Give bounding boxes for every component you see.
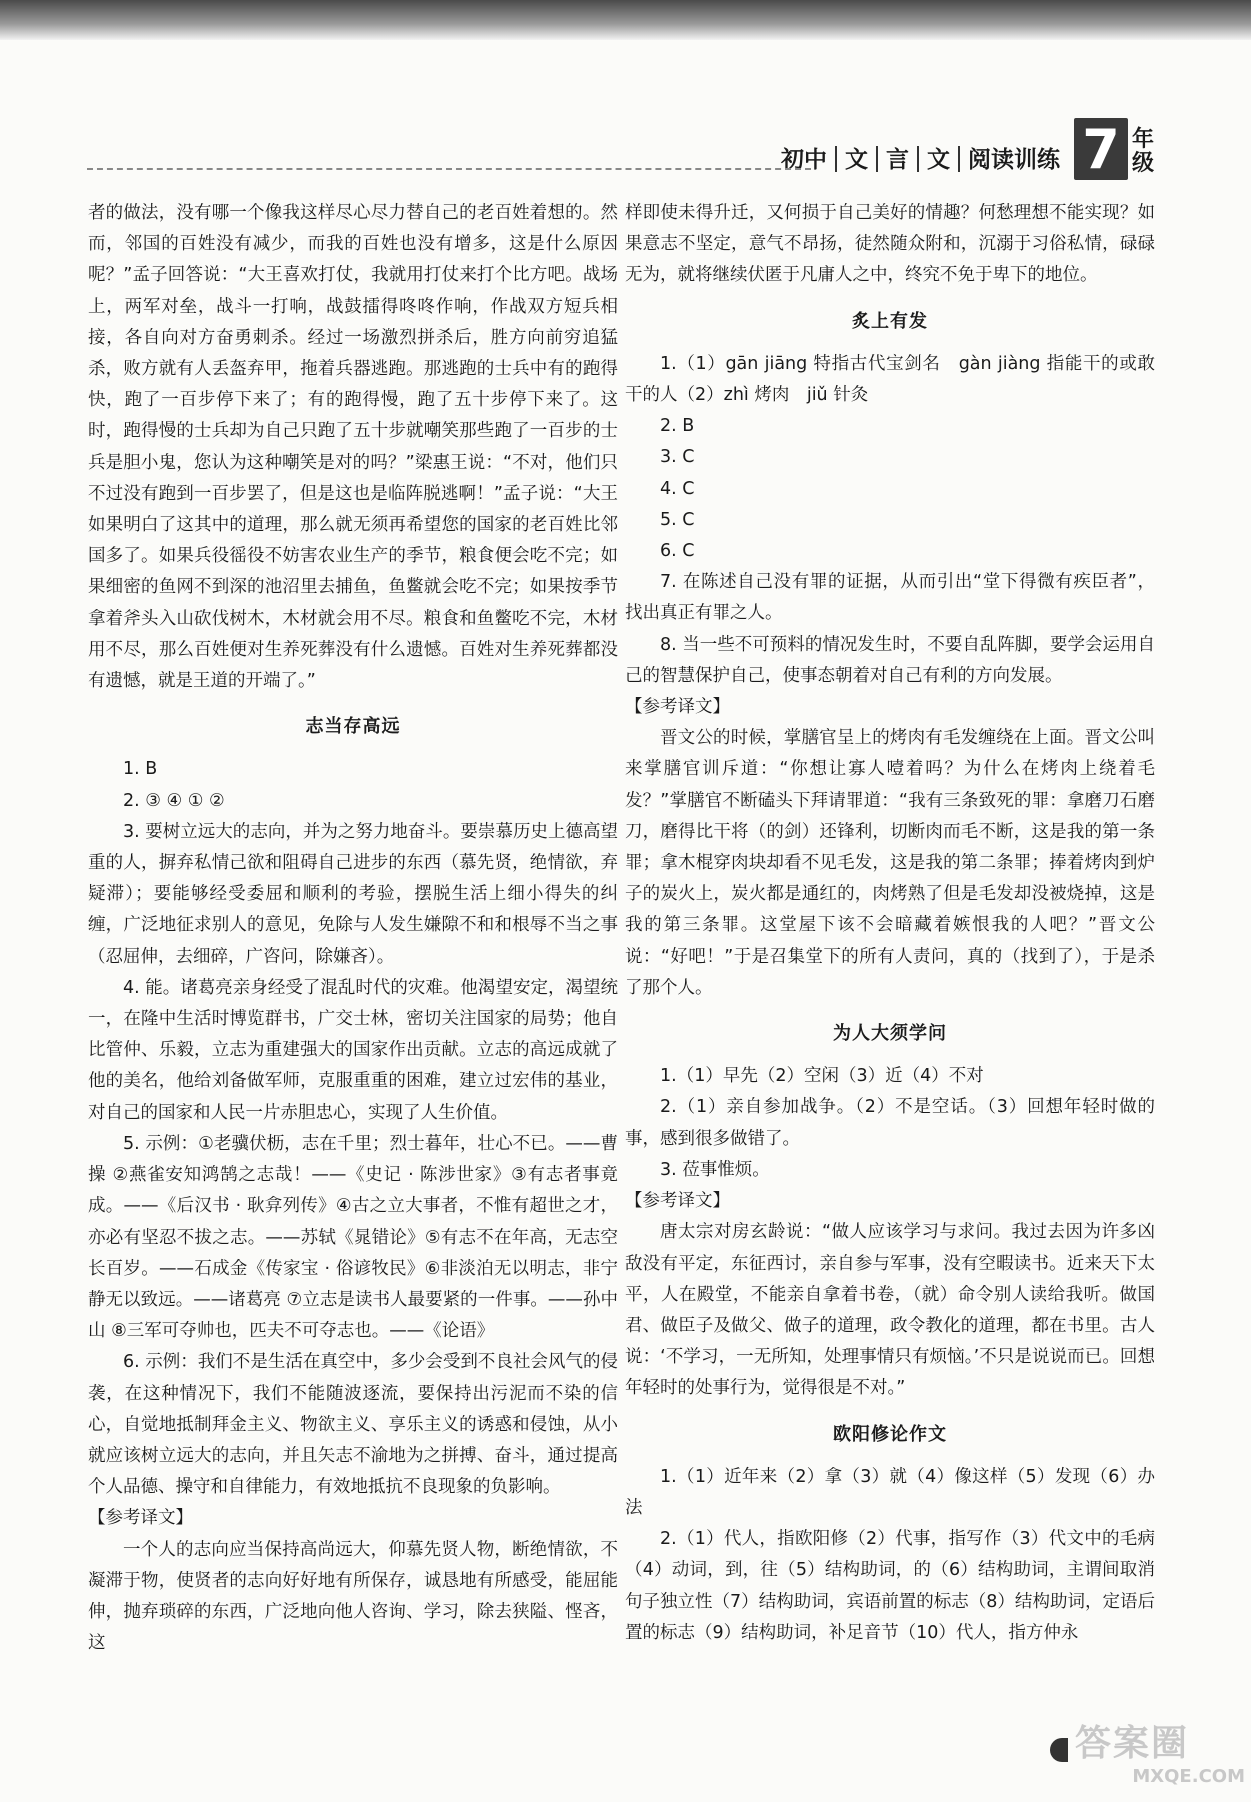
text-paragraph: 1. B (123, 759, 158, 780)
page-tab-marker (1050, 1738, 1068, 1762)
header-separator (876, 146, 878, 172)
text-paragraph: 2.（1）亲自参加战争。（2）不是空话。（3）回想年轻时做的事，感到很多做错了。 (625, 1097, 1155, 1149)
left-column (88, 198, 618, 1659)
text-paragraph: 8. 当一些不可预料的情况发生时，不要自乱阵脚，要学会运用自己的智慧保护自己，使事态朝着对自己有利的方向发展。 (625, 634, 1155, 686)
text-paragraph: 7. 在陈述自己没有罪的证据，从而引出“堂下得微有疾臣者”，找出真正有罪之人。 (625, 572, 1155, 624)
grade-number-badge: 7 (1074, 118, 1128, 180)
site-watermark (1075, 1722, 1245, 1797)
text-paragraph: 3. C (660, 447, 695, 468)
watermark-domain: MXQE.COM (1132, 1766, 1245, 1787)
right-column (625, 198, 1155, 1649)
header-level: 初中 (781, 147, 827, 173)
text-paragraph: 晋文公的时候，掌膳官呈上的烤肉有毛发缠绕在上面。晋文公叫来掌膳官训斥道：“你想让寡人噎着吗？为什么在烤肉上绕着毛发？”掌膳官不断磕头下拜请罪道：“我有三条致死的罪：拿磨刀石磨刀，磨得比干将（的剑）还锋利，切断肉而毛不断，这是我的第一条罪；拿木棍穿肉块却看不见毛发，这是我的第二条罪；捧着烤肉到炉子的炭火上，炭火都是通红的，肉烤熟了但是毛发却没被烧掉，这是我的第三条罪。这堂屋下该不会暗藏着嫉恨我的人吧？”晋文公说：“好吧！”于是召集堂下的所有人责问，真的（找到了），于是杀了那个人。 (625, 728, 1155, 998)
text-paragraph: 3. 要树立远大的志向，并为之努力地奋斗。要崇慕历史上德高望重的人，摒弃私情己欲和阻碍自己进步的东西（慕先贤，绝情欲，弃疑滞）；要能够经受委屈和顺利的考验，摆脱生活上细小得失的纠缠，广泛地征求别人的意见，免除与人发生嫌隙不和和根辱不当之事（忍屈伸，去细碎，广咨问，除嫌吝）。 (88, 821, 618, 967)
grade-label: 年级 (1132, 127, 1155, 176)
text-paragraph: 6. 示例：我们不是生活在真空中，多少会受到不良社会风气的侵袭，在这种情况下，我们不能随波逐流，要保持出污泥而不染的信心，自觉地抵制拜金主义、物欲主义、享乐主义的诱惑和侵蚀，从小就应该树立远大的志向，并且矢志不渝地为之拼搏、奋斗，通过提高个人品德、操守和自律能力，有效地抵抗不良现象的负影响。 (88, 1352, 618, 1498)
text-paragraph: 者的做法，没有哪一个像我这样尽心尽力替自己的老百姓着想的。然而，邻国的百姓没有减少，而我的百姓也没有增多，这是什么原因呢？”孟子回答说：“大王喜欢打仗，我就用打仗来打个比方吧。战场上，两军对垒，战斗一打响，战鼓擂得咚咚作响，作战双方短兵相接，各自向对方奋勇刺杀。经过一场激烈拼杀后，胜方向前穷追猛杀，败方就有人丢盔弃甲，拖着兵器逃跑。那逃跑的士兵中有的跑得快，跑了一百步停下来了；有的跑得慢，跑了五十步停下来了。这时，跑得慢的士兵却为自己只跑了五十步就嘲笑那些跑了一百步的士兵是胆小鬼，您认为这种嘲笑是对的吗？”梁惠王说：“不对，他们只不过没有跑到一百步罢了，但是这也是临阵脱逃啊！”孟子说：“大王如果明白了这其中的道理，那么就无须再希望您的国家的老百姓比邻国多了。如果兵役徭役不妨害农业生产的季节，粮食便会吃不完；如果细密的鱼网不到深的池沼里去捕鱼，鱼鳖就会吃不完；如果按季节拿着斧头入山砍伐树木，木材就会用不尽。粮食和鱼鳖吃不完，木材用不尽，那么百姓便对生养死葬没有什么遗憾。百姓对生养死葬都没有遗憾，就是王道的开端了。” (88, 203, 618, 692)
text-paragraph: 6. C (660, 541, 695, 562)
header-series: 阅读训练 (968, 147, 1060, 173)
scan-top-edge (0, 0, 1251, 40)
text-paragraph: 2.（1）代人，指欧阳修（2）代事，指写作（3）代文中的毛病（4）动词，到，往（5）结构助词，的（6）结构助词，主谓间取消句子独立性（7）结构助词，宾语前置的标志（8）结构助词，定语后置的标志（9）结构助词，补足音节（10）代人，指方仲永 (625, 1529, 1155, 1643)
page-header (777, 110, 1156, 180)
section-title: 欧阳修论作文 (833, 1423, 947, 1445)
header-char-3: 文 (927, 147, 950, 173)
text-paragraph: 1.（1）gān jiāng 特指古代宝剑名 gàn jiàng 指能干的或敢干的人（2）zhì 烤肉 jiǔ 针灸 (625, 353, 1155, 406)
text-paragraph: 5. C (660, 509, 695, 530)
section-title: 炙上有发 (852, 310, 928, 332)
text-paragraph: 3. 莅事惟烦。 (660, 1159, 770, 1180)
section-title: 志当存高远 (305, 716, 401, 738)
header-separator (917, 146, 919, 172)
watermark-logo-text: 答案圈 (1075, 1723, 1190, 1764)
text-paragraph: 2. B (660, 416, 695, 437)
text-paragraph: 4. C (660, 478, 695, 499)
header-separator (958, 146, 960, 172)
text-paragraph: 5. 示例：①老骥伏枥，志在千里；烈士暮年，壮心不已。——曹操 ②燕雀安知鸿鹄之志哉！——《史记 · 陈涉世家》③有志者事竟成。——《后汉书 · 耿弇列传》④古之立大事者，不惟有超世之才，亦必有坚忍不拔之志。——苏轼《晁错论》⑤有志不在年高，无志空长百岁。——石成金《传家宝 · 俗谚牧民》⑥非淡泊无以明志，非宁静无以致远。——诸葛亮 ⑦立志是读书人最要紧的一件事。——孙中山 ⑧三军可夺帅也，匹夫不可夺志也。——《论语》 (88, 1133, 618, 1342)
header-separator (835, 146, 837, 172)
text-paragraph: 样即使未得升迁，又何损于自己美好的情趣？何愁理想不能实现？如果意志不坚定，意气不昂扬，徒然随众附和，沉溺于习俗私情，碌碌无为，就将继续伏匿于凡庸人之中，终究不免于卑下的地位。 (625, 203, 1155, 286)
reference-translation-label: 【参考译文】 (88, 1508, 193, 1529)
text-paragraph: 1.（1）早先（2）空闲（3）近（4）不对 (660, 1066, 984, 1087)
reference-translation-label: 【参考译文】 (625, 697, 730, 718)
reference-translation-label: 【参考译文】 (625, 1191, 730, 1212)
text-paragraph: 1.（1）近年来（2）拿（3）就（4）像这样（5）发现（6）办法 (625, 1466, 1155, 1518)
header-char-1: 文 (845, 147, 868, 173)
section-title: 为人大须学问 (833, 1023, 947, 1045)
text-paragraph: 4. 能。诸葛亮亲身经受了混乱时代的灾难。他渴望安定，渴望统一，在隆中生活时博览群书，广交士林，密切关注国家的局势；他自比管仲、乐毅，立志为重建强大的国家作出贡献。立志的高远成就了他的美名，他给刘备做军师，克服重重的困难，建立过宏伟的基业，对自己的国家和人民一片赤胆忠心，实现了人生价值。 (88, 977, 618, 1123)
header-char-2: 言 (886, 147, 909, 173)
text-paragraph: 一个人的志向应当保持高尚远大，仰慕先贤人物，断绝情欲，不凝滞于物，使贤者的志向好好地有所保存，诚恳地有所感受，能屈能伸，抛弃琐碎的东西，广泛地向他人咨询、学习，除去狭隘、悭吝，这 (88, 1539, 618, 1654)
text-paragraph: 唐太宗对房玄龄说：“做人应该学习与求问。我过去因为许多凶敌没有平定，东征西讨，亲自参与军事，没有空暇读书。近来天下太平，人在殿堂，不能亲自拿着书卷，（就）命令别人读给我听。做国君、做臣子及做父、做子的道理，政令教化的道理，都在书里。古人说：‘不学习，一无所知，处理事情只有烦恼。’不只是说说而已。回想年轻时的处事行为，觉得很是不对。” (625, 1222, 1155, 1399)
text-paragraph: 2. ③ ④ ① ② (123, 790, 225, 811)
header-dashed-rule (87, 168, 811, 170)
